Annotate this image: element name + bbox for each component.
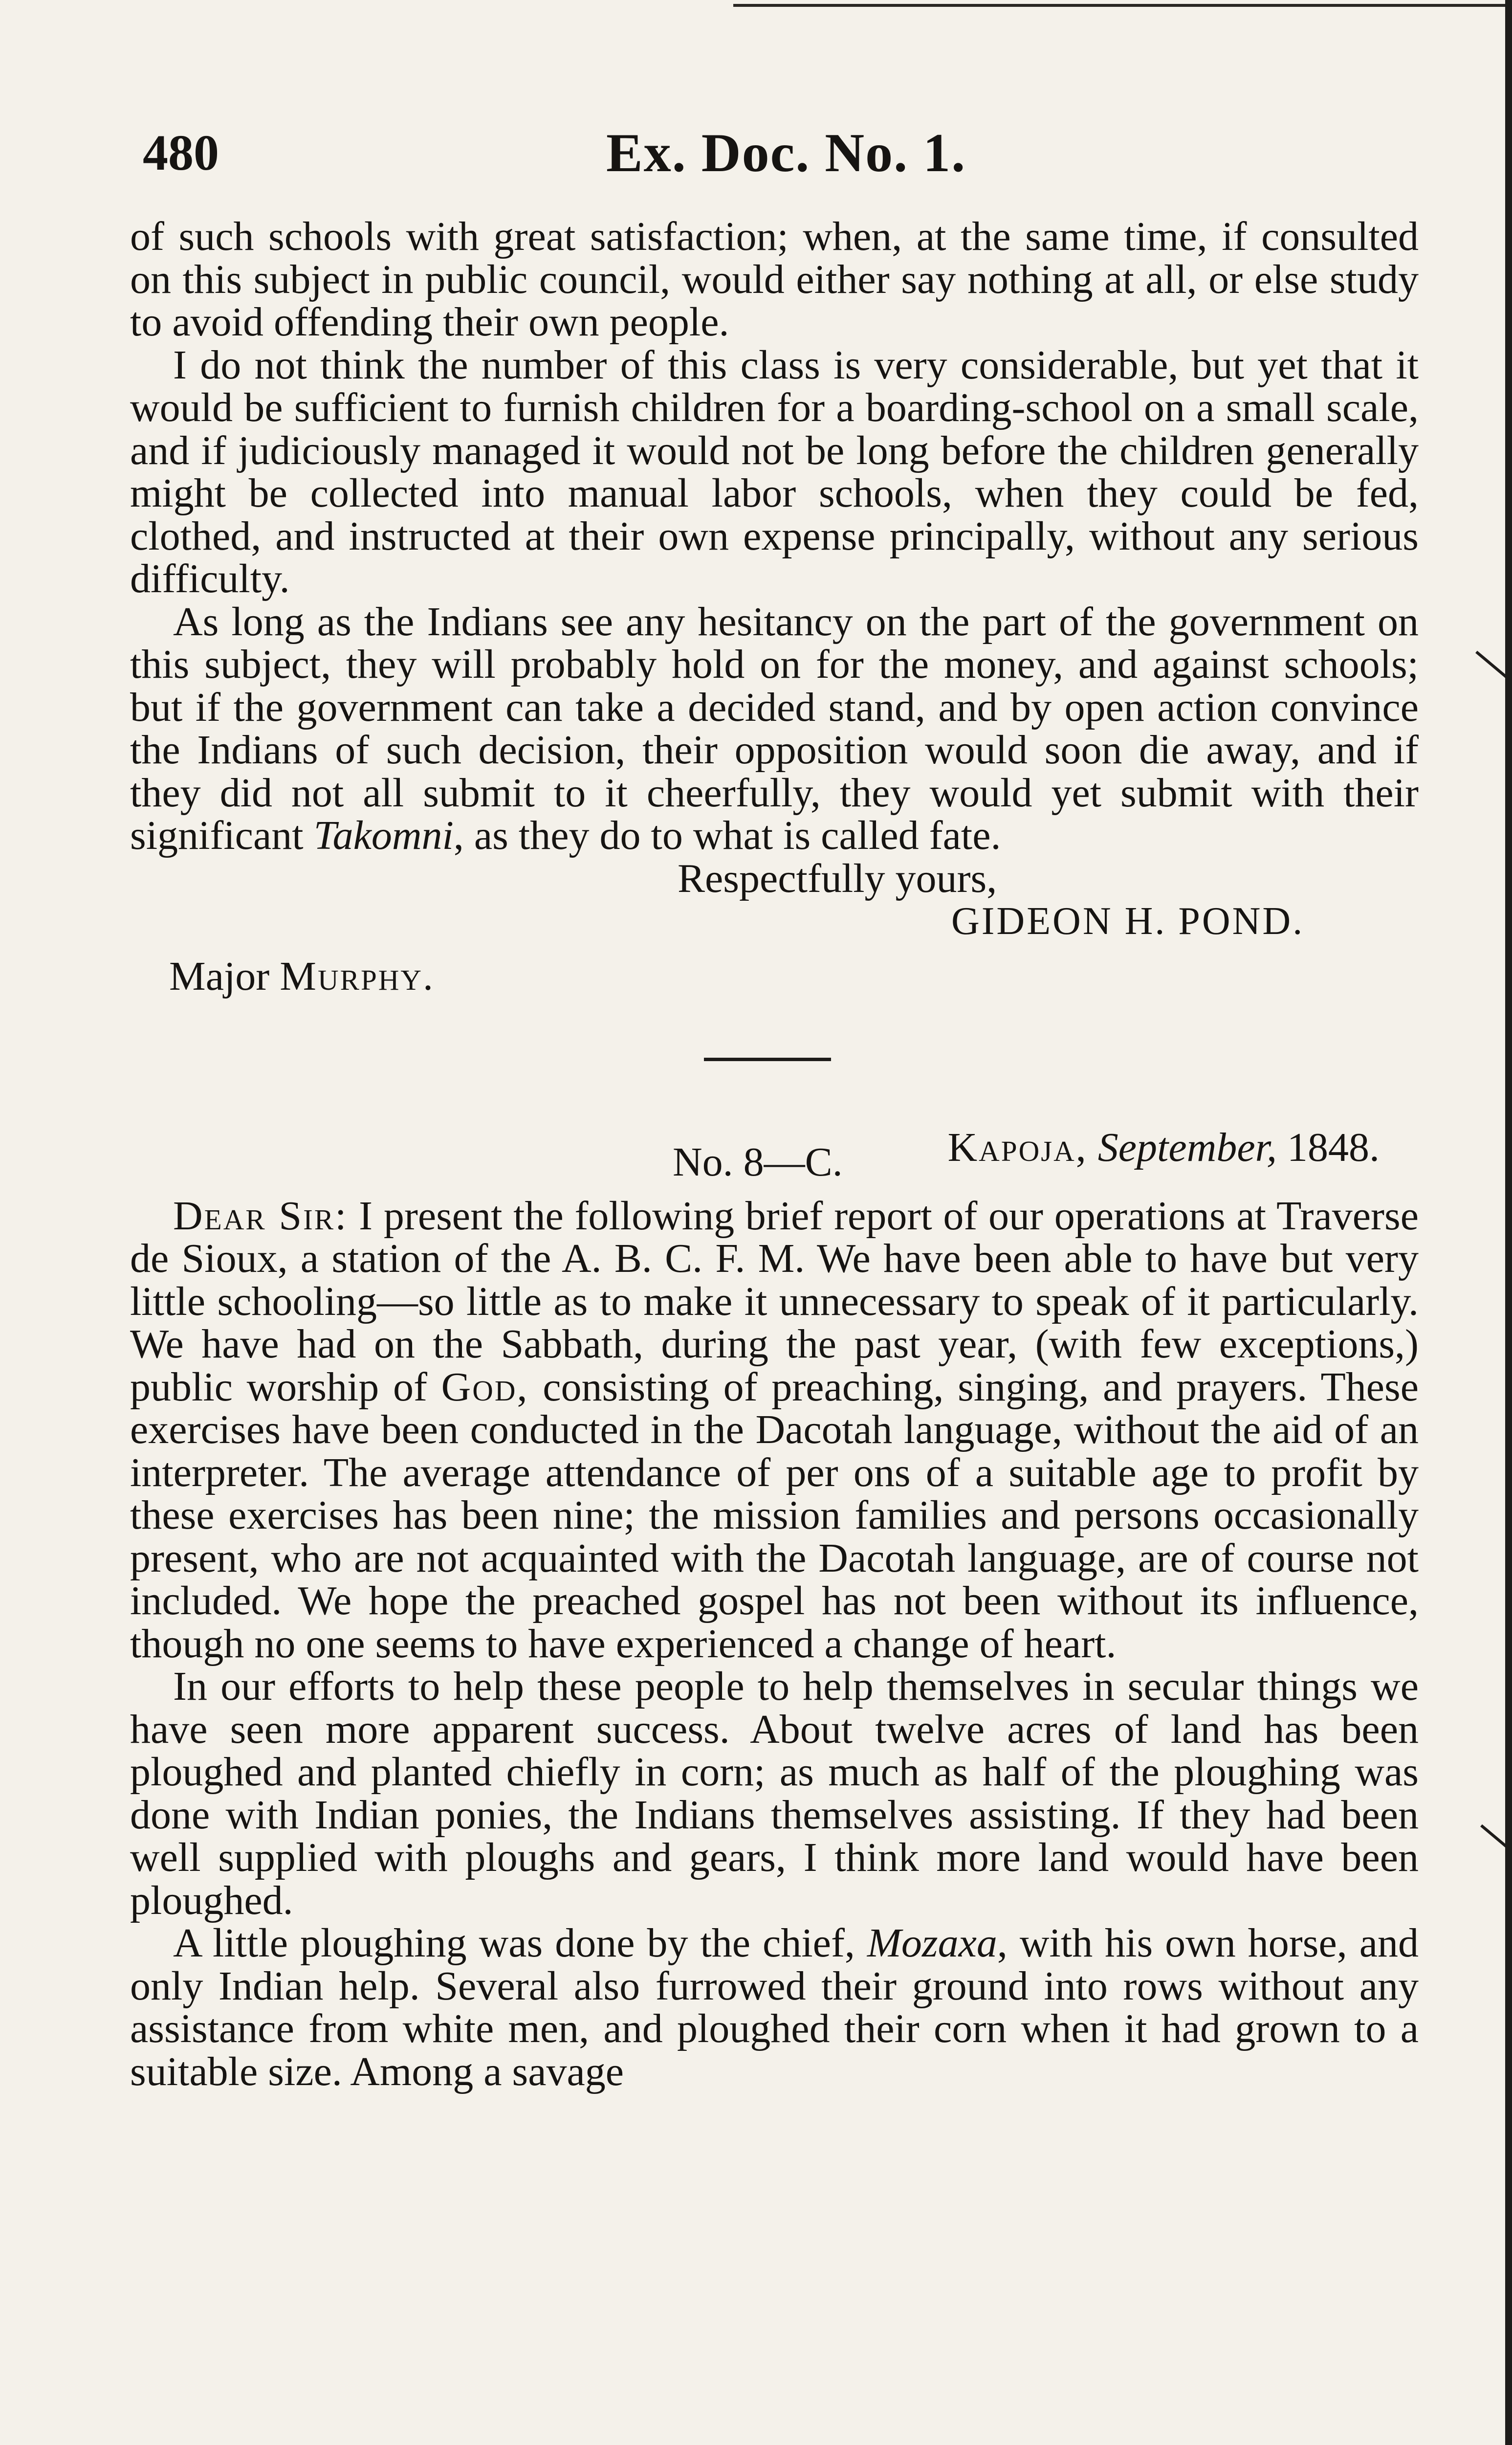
dateline-block — [130, 1107, 1419, 1195]
dateline — [948, 1126, 1380, 1169]
dateline-month: September, — [1097, 1124, 1277, 1170]
letter1-paragraph-1: of such schools with great satisfaction; when, at the same time, if consulted on this subject in public council, would either say nothing at all, or else study to avoid offending their own people. — [130, 214, 1419, 345]
dateline-place: Kapoja, — [947, 1124, 1088, 1170]
recipient-prefix: Major — [169, 953, 270, 999]
section-heading: No. 8—C. — [673, 1139, 843, 1185]
section2-paragraph-1-text-b: consisting of preaching, singing, and prayers. These exercises have been conducted in the Dacotah language, without the aid of an interpreter. The average attendance of per ons of a suitable age to profit by these exercises has been nine; the mission families and persons occasionally present, who are not acquainted with the Dacotah language, are of course not included. We hope the preached gospel has not been without its influence, though no one seems to have experienced a change of heart. — [130, 1364, 1419, 1667]
section2-paragraph-3-text-b: , with his own horse, and only Indian help. Several also furrowed their ground into rows without any assistance from white men, and ploughed their corn when it had grown to a suitable size. Among a savage — [130, 1920, 1419, 2094]
salutation: Dear Sir: — [173, 1193, 348, 1239]
section2-paragraph-3-text-a: A little ploughing was done by the chief, — [173, 1920, 855, 1966]
section-divider — [704, 1058, 831, 1061]
page-edge-right — [1505, 0, 1512, 2445]
section2-paragraph-3 — [130, 1922, 1419, 2093]
page-edge-top — [733, 4, 1512, 7]
mozaxa-name: Mozaxa — [867, 1920, 997, 1966]
letter1-paragraph-3-text-a: As long as the Indians see any hesitancy on the part of the government on this subject, they will probably hold on for the money, and against schools; but if the government can take a decided stand, and by open action convince the Indians of such decision, their opposition would soon die away, and if they did not all submit to it cheerfully, they would yet submit with their significant — [130, 599, 1419, 858]
recipient-line — [169, 955, 435, 998]
takomni-term: Takomni — [313, 813, 454, 858]
letter1-paragraph-3 — [130, 600, 1419, 857]
closing-line: Respectfully yours, — [678, 855, 997, 901]
letter1-paragraph-3-text-b: , as they do to what is called fate. — [453, 813, 1001, 858]
section2-paragraph-1 — [130, 1195, 1419, 1666]
signer-name: GIDEON H. POND. — [951, 899, 1305, 943]
body-text — [130, 215, 1419, 2093]
page-number: 480 — [143, 125, 219, 181]
section2-paragraph-1-text-a: I present the following brief report of our operations at Traverse de Sioux, a station of the A. B. C. F. M. We have been able to have but very little schooling—so little as to make it unnecessary to speak of it particularly. We have had on the Sabbath, during the past year, (with few exceptions,) public worship of — [130, 1193, 1419, 1410]
document-title: Ex. Doc. No. 1. — [606, 123, 966, 183]
letter1-paragraph-2: I do not think the number of this class is very considerable, but yet that it would be sufficient to furnish children for a boarding-school on a small scale, and if judiciously managed it would not be long before the children generally might be collected into manual labor schools, when they could be fed, clothed, and instructed at their own expense principally, without any serious difficulty. — [130, 342, 1419, 601]
god-word: God, — [441, 1364, 529, 1410]
section2-paragraph-2: In our efforts to help these people to help themselves in secular things we have seen more apparent success. About twelve acres of land has been ploughed and planted chiefly in corn; as much as half of the ploughing was done with Indian ponies, the Indians themselves assisting. If they had been well supplied with ploughs and gears, I think more land would have been ploughed. — [130, 1664, 1419, 1923]
page-header — [143, 121, 1414, 195]
recipient-name: Murphy. — [280, 953, 435, 999]
dateline-year: 1848. — [1287, 1124, 1380, 1170]
